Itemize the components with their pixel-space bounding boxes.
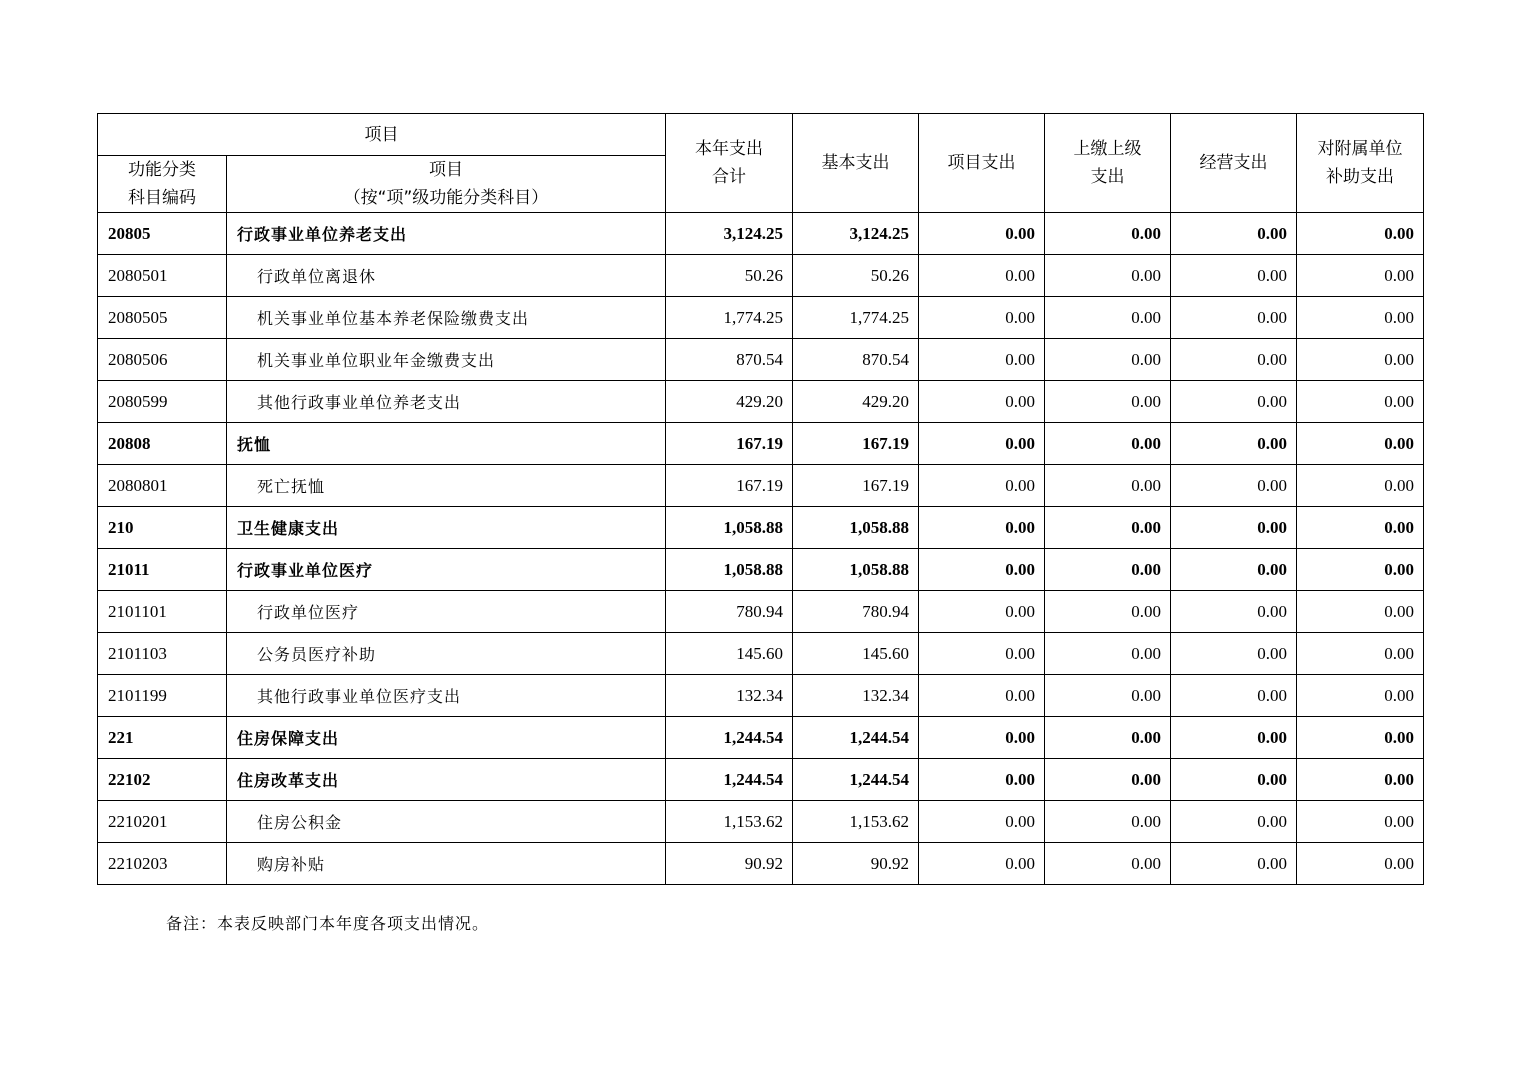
business-cell: 0.00	[1171, 339, 1297, 381]
code-cell: 2080801	[98, 465, 227, 507]
table-row	[98, 675, 1424, 717]
business-cell: 0.00	[1171, 843, 1297, 885]
header-basic: 基本支出	[793, 114, 919, 213]
table-row	[98, 801, 1424, 843]
upper-cell: 0.00	[1045, 843, 1171, 885]
subsidy-cell: 0.00	[1297, 759, 1424, 801]
code-cell: 2210201	[98, 801, 227, 843]
subsidy-cell: 0.00	[1297, 717, 1424, 759]
upper-cell: 0.00	[1045, 339, 1171, 381]
header-upper	[1045, 114, 1171, 213]
upper-cell: 0.00	[1045, 675, 1171, 717]
upper-cell: 0.00	[1045, 465, 1171, 507]
basic-cell: 1,244.54	[793, 717, 919, 759]
header-subsidy-line2: 补助支出	[1326, 167, 1394, 187]
code-cell: 210	[98, 507, 227, 549]
table-row	[98, 843, 1424, 885]
name-cell: 住房改革支出	[227, 759, 666, 801]
business-cell: 0.00	[1171, 549, 1297, 591]
total-cell: 132.34	[666, 675, 793, 717]
name-cell: 机关事业单位职业年金缴费支出	[227, 339, 666, 381]
project-cell: 0.00	[919, 843, 1045, 885]
header-total-line2: 合计	[712, 167, 746, 187]
project-cell: 0.00	[919, 633, 1045, 675]
project-cell: 0.00	[919, 297, 1045, 339]
business-cell: 0.00	[1171, 423, 1297, 465]
business-cell: 0.00	[1171, 381, 1297, 423]
code-cell: 221	[98, 717, 227, 759]
table-row	[98, 759, 1424, 801]
upper-cell: 0.00	[1045, 591, 1171, 633]
project-cell: 0.00	[919, 717, 1045, 759]
business-cell: 0.00	[1171, 465, 1297, 507]
name-cell: 公务员医疗补助	[227, 633, 666, 675]
table-row	[98, 507, 1424, 549]
header-project: 项目支出	[919, 114, 1045, 213]
table-header	[98, 114, 1424, 213]
name-cell: 卫生健康支出	[227, 507, 666, 549]
name-cell: 购房补贴	[227, 843, 666, 885]
header-business: 经营支出	[1171, 114, 1297, 213]
subsidy-cell: 0.00	[1297, 339, 1424, 381]
basic-cell: 167.19	[793, 465, 919, 507]
expenditure-table	[97, 113, 1424, 885]
upper-cell: 0.00	[1045, 759, 1171, 801]
upper-cell: 0.00	[1045, 213, 1171, 255]
basic-cell: 167.19	[793, 423, 919, 465]
project-cell: 0.00	[919, 759, 1045, 801]
subsidy-cell: 0.00	[1297, 507, 1424, 549]
subsidy-cell: 0.00	[1297, 801, 1424, 843]
name-cell: 行政事业单位医疗	[227, 549, 666, 591]
total-cell: 3,124.25	[666, 213, 793, 255]
upper-cell: 0.00	[1045, 507, 1171, 549]
project-cell: 0.00	[919, 801, 1045, 843]
total-cell: 50.26	[666, 255, 793, 297]
header-total-line1: 本年支出	[695, 139, 763, 159]
basic-cell: 1,774.25	[793, 297, 919, 339]
basic-cell: 50.26	[793, 255, 919, 297]
project-cell: 0.00	[919, 465, 1045, 507]
name-cell: 住房公积金	[227, 801, 666, 843]
total-cell: 780.94	[666, 591, 793, 633]
total-cell: 1,058.88	[666, 549, 793, 591]
basic-cell: 1,244.54	[793, 759, 919, 801]
subsidy-cell: 0.00	[1297, 465, 1424, 507]
header-upper-line2: 支出	[1090, 167, 1125, 187]
subsidy-cell: 0.00	[1297, 549, 1424, 591]
header-name-line2: （按“项”级功能分类科目）	[343, 188, 549, 208]
name-cell: 行政事业单位养老支出	[227, 213, 666, 255]
name-cell: 其他行政事业单位养老支出	[227, 381, 666, 423]
subsidy-cell: 0.00	[1297, 675, 1424, 717]
upper-cell: 0.00	[1045, 549, 1171, 591]
project-cell: 0.00	[919, 213, 1045, 255]
code-cell: 20808	[98, 423, 227, 465]
header-subsidy	[1297, 114, 1424, 213]
basic-cell: 429.20	[793, 381, 919, 423]
code-cell: 2080506	[98, 339, 227, 381]
subsidy-cell: 0.00	[1297, 843, 1424, 885]
total-cell: 90.92	[666, 843, 793, 885]
total-cell: 429.20	[666, 381, 793, 423]
table-row	[98, 465, 1424, 507]
project-cell: 0.00	[919, 675, 1045, 717]
table-row	[98, 591, 1424, 633]
code-cell: 2101103	[98, 633, 227, 675]
upper-cell: 0.00	[1045, 297, 1171, 339]
basic-cell: 1,058.88	[793, 549, 919, 591]
code-cell: 20805	[98, 213, 227, 255]
basic-cell: 870.54	[793, 339, 919, 381]
table-row	[98, 297, 1424, 339]
code-cell: 22102	[98, 759, 227, 801]
header-name-line1: 项目	[429, 160, 463, 180]
project-cell: 0.00	[919, 339, 1045, 381]
table-row	[98, 339, 1424, 381]
code-cell: 2080501	[98, 255, 227, 297]
header-code-line1: 功能分类	[128, 160, 196, 180]
project-cell: 0.00	[919, 549, 1045, 591]
code-cell: 2080505	[98, 297, 227, 339]
table-row	[98, 423, 1424, 465]
business-cell: 0.00	[1171, 633, 1297, 675]
business-cell: 0.00	[1171, 759, 1297, 801]
name-cell: 行政单位离退休	[227, 255, 666, 297]
header-code	[98, 156, 227, 213]
basic-cell: 1,153.62	[793, 801, 919, 843]
header-name	[227, 156, 666, 213]
business-cell: 0.00	[1171, 507, 1297, 549]
subsidy-cell: 0.00	[1297, 255, 1424, 297]
total-cell: 145.60	[666, 633, 793, 675]
table-note: 备注：本表反映部门本年度各项支出情况。	[166, 914, 490, 933]
name-cell: 行政单位医疗	[227, 591, 666, 633]
project-cell: 0.00	[919, 507, 1045, 549]
name-cell: 住房保障支出	[227, 717, 666, 759]
header-code-line2: 科目编码	[128, 188, 196, 208]
basic-cell: 3,124.25	[793, 213, 919, 255]
name-cell: 其他行政事业单位医疗支出	[227, 675, 666, 717]
upper-cell: 0.00	[1045, 423, 1171, 465]
code-cell: 2080599	[98, 381, 227, 423]
business-cell: 0.00	[1171, 591, 1297, 633]
upper-cell: 0.00	[1045, 255, 1171, 297]
header-subsidy-line1: 对附属单位	[1317, 139, 1403, 159]
code-cell: 2210203	[98, 843, 227, 885]
subsidy-cell: 0.00	[1297, 381, 1424, 423]
name-cell: 死亡抚恤	[227, 465, 666, 507]
basic-cell: 1,058.88	[793, 507, 919, 549]
header-total	[666, 114, 793, 213]
code-cell: 2101101	[98, 591, 227, 633]
basic-cell: 780.94	[793, 591, 919, 633]
total-cell: 1,058.88	[666, 507, 793, 549]
subsidy-cell: 0.00	[1297, 213, 1424, 255]
basic-cell: 132.34	[793, 675, 919, 717]
upper-cell: 0.00	[1045, 717, 1171, 759]
total-cell: 167.19	[666, 465, 793, 507]
business-cell: 0.00	[1171, 255, 1297, 297]
total-cell: 870.54	[666, 339, 793, 381]
project-cell: 0.00	[919, 255, 1045, 297]
code-cell: 21011	[98, 549, 227, 591]
project-cell: 0.00	[919, 591, 1045, 633]
business-cell: 0.00	[1171, 801, 1297, 843]
subsidy-cell: 0.00	[1297, 633, 1424, 675]
table-row	[98, 717, 1424, 759]
table-row	[98, 633, 1424, 675]
upper-cell: 0.00	[1045, 381, 1171, 423]
total-cell: 167.19	[666, 423, 793, 465]
table-body	[98, 213, 1424, 885]
business-cell: 0.00	[1171, 213, 1297, 255]
business-cell: 0.00	[1171, 717, 1297, 759]
project-cell: 0.00	[919, 423, 1045, 465]
name-cell: 机关事业单位基本养老保险缴费支出	[227, 297, 666, 339]
table-row	[98, 549, 1424, 591]
total-cell: 1,244.54	[666, 759, 793, 801]
table-row	[98, 213, 1424, 255]
header-item-group: 项目	[98, 114, 666, 156]
subsidy-cell: 0.00	[1297, 591, 1424, 633]
upper-cell: 0.00	[1045, 633, 1171, 675]
subsidy-cell: 0.00	[1297, 297, 1424, 339]
total-cell: 1,244.54	[666, 717, 793, 759]
total-cell: 1,153.62	[666, 801, 793, 843]
business-cell: 0.00	[1171, 675, 1297, 717]
table-row	[98, 255, 1424, 297]
table-row	[98, 381, 1424, 423]
code-cell: 2101199	[98, 675, 227, 717]
header-upper-line1: 上缴上级	[1073, 139, 1142, 159]
subsidy-cell: 0.00	[1297, 423, 1424, 465]
project-cell: 0.00	[919, 381, 1045, 423]
basic-cell: 145.60	[793, 633, 919, 675]
name-cell: 抚恤	[227, 423, 666, 465]
upper-cell: 0.00	[1045, 801, 1171, 843]
total-cell: 1,774.25	[666, 297, 793, 339]
basic-cell: 90.92	[793, 843, 919, 885]
business-cell: 0.00	[1171, 297, 1297, 339]
